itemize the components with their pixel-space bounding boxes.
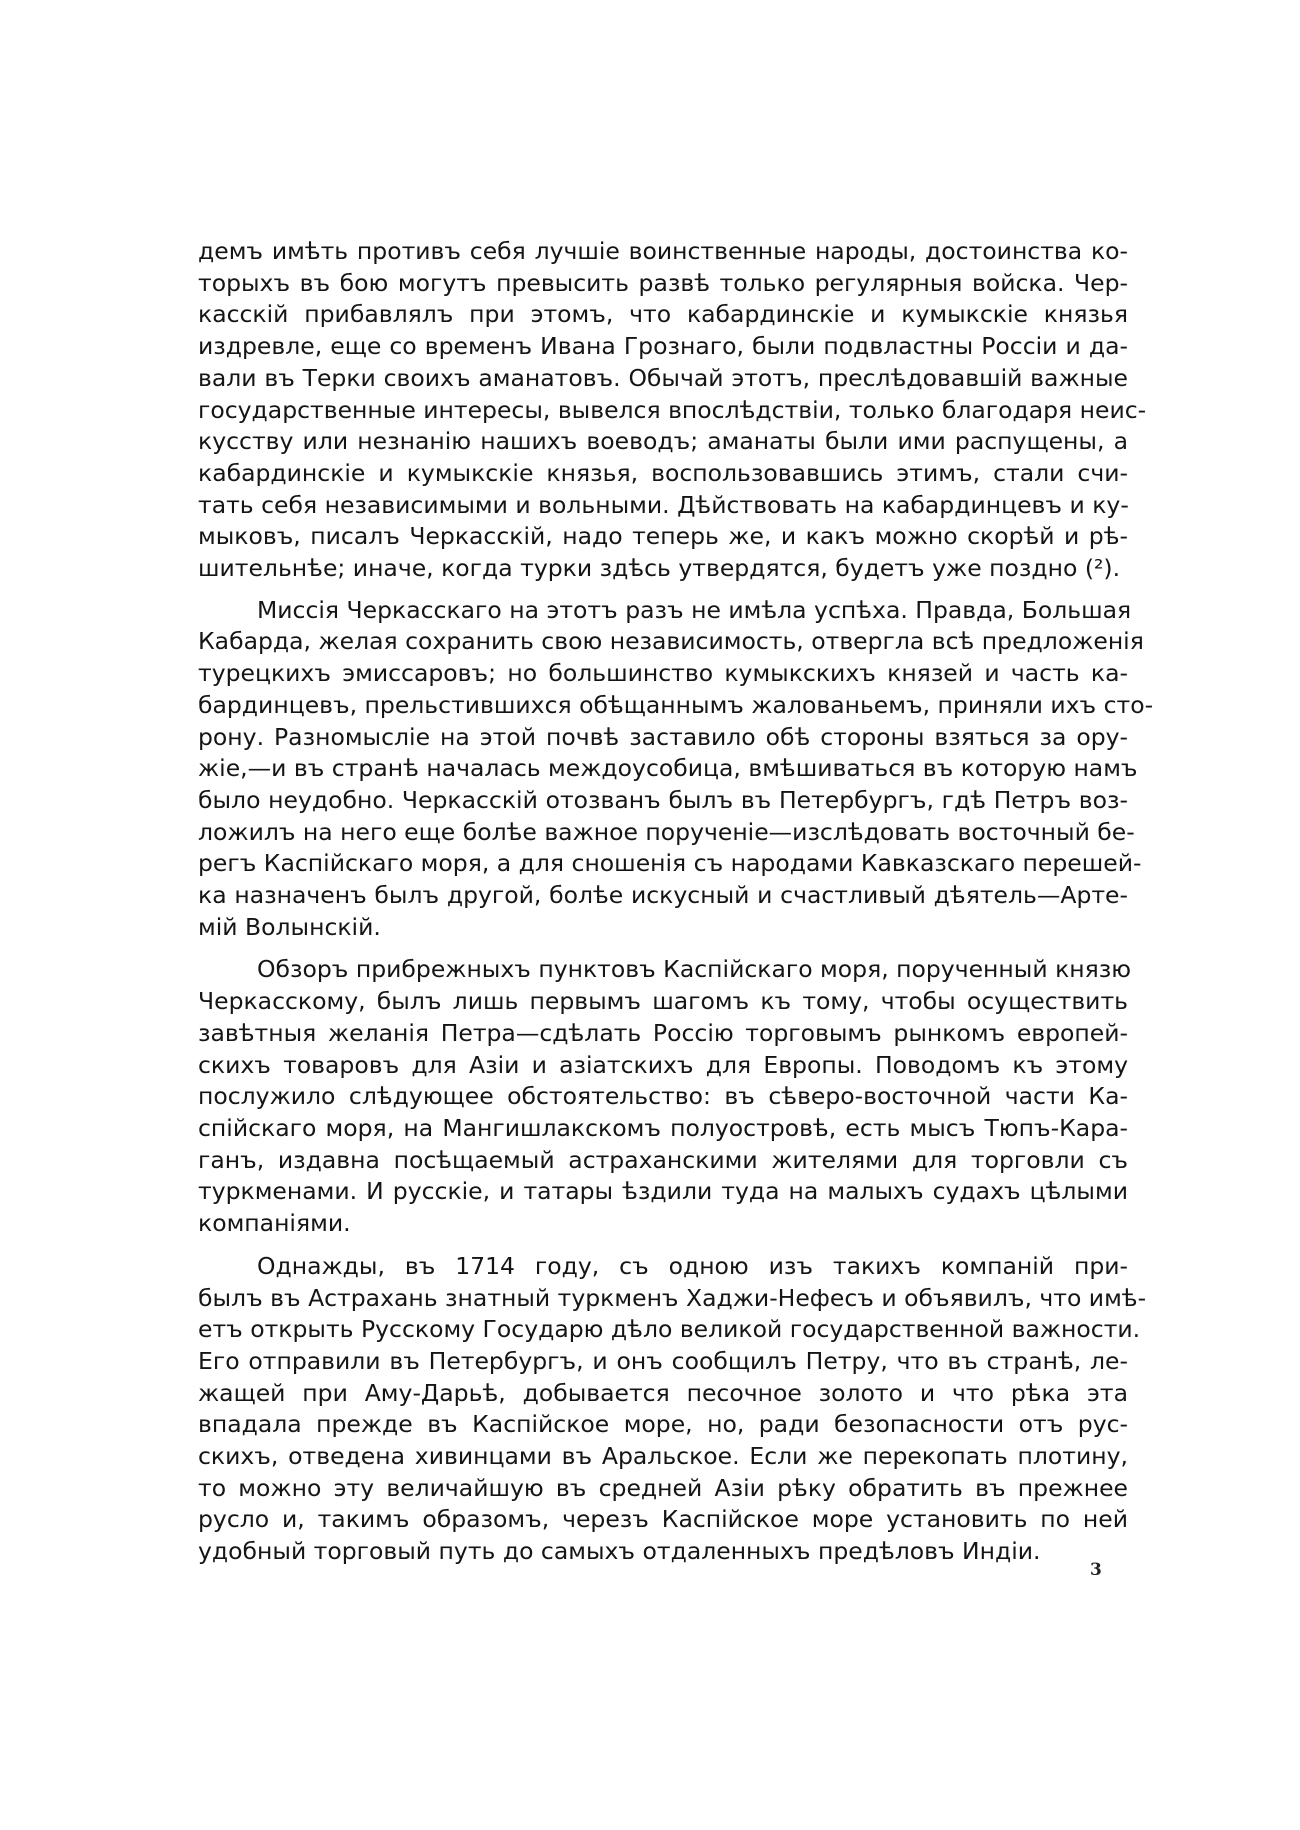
text-line: ка назначенъ былъ другой, болѣе искусный и счастливый дѣятель—Арте-: [198, 881, 1128, 910]
text-line: касскій прибавлялъ при этомъ, что кабардинскіе и кумыкскіе князья: [198, 300, 1128, 329]
text-line: удобный торговый путь до самыхъ отдаленныхъ предѣловъ Индіи.: [198, 1537, 1041, 1566]
text-line: мыковъ, писалъ Черкасскій, надо теперь же, и какъ можно скорѣй и рѣ-: [198, 522, 1128, 551]
text-line: Его отправили въ Петербургъ, и онъ сообщилъ Петру, что въ странѣ, ле-: [198, 1346, 1128, 1375]
body-text: [198, 236, 1154, 1579]
text-line: турецкихъ эмиссаровъ; но большинство кумыкскихъ князей и часть ка-: [198, 659, 1128, 688]
text-line: туркменами. И русскіе, и татары ѣздили туда на малыхъ судахъ цѣлыми: [198, 1177, 1128, 1206]
text-line: жащей при Аму-Дарьѣ, добывается песочное золото и что рѣка эта: [198, 1378, 1128, 1407]
text-line: торыхъ въ бою могутъ превысить развѣ только регулярныя войска. Чер-: [198, 268, 1128, 297]
text-line: регъ Каспійскаго моря, а для сношенія съ народами Кавказскаго перешей-: [198, 849, 1142, 878]
text-line: ложилъ на него еще болѣе важное порученіе—изслѣдовать восточный бе-: [198, 817, 1135, 846]
text-line: впадала прежде въ Каспійское море, но, ради безопасности отъ рус-: [198, 1410, 1128, 1439]
text-line: тать себя независимыми и вольными. Дѣйствовать на кабардинцевъ и ку-: [198, 490, 1129, 519]
page-number: 3: [1090, 1560, 1102, 1580]
text-line: издревле, еще со временъ Ивана Грознаго, были подвластны Россіи и да-: [198, 332, 1128, 361]
text-line: етъ открыть Русскому Государю дѣло великой государственной важности.: [198, 1315, 1141, 1344]
text-line: скихъ, отведена хивинцами въ Аральское. Если же перекопать плотину,: [198, 1442, 1128, 1471]
text-line: государственные интересы, вывелся впослѣдствіи, только благодаря неис-: [198, 395, 1147, 424]
text-line: рону. Разномысліе на этой почвѣ заставило обѣ стороны взяться за ору-: [198, 722, 1128, 751]
text-line: кабардинскіе и кумыкскіе князья, воспользовавшись этимъ, стали счи-: [198, 458, 1128, 487]
text-line: послужило слѣдующее обстоятельство: въ сѣверо-восточной части Ка-: [198, 1082, 1128, 1111]
text-line: Обзоръ прибрежныхъ пунктовъ Каспійскаго моря, порученный князю: [257, 955, 1132, 984]
paragraph: [198, 954, 1132, 1239]
text-line: Миссія Черкасскаго на этотъ разъ не имѣла успѣха. Правда, Большая: [257, 595, 1132, 624]
text-line: завѣтныя желанія Петра—сдѣлать Россію торговымъ рынкомъ европей-: [198, 1018, 1128, 1047]
text-line: русло и, такимъ образомъ, черезъ Каспійское море установить по ней: [198, 1505, 1128, 1534]
text-line: жіе,—и въ странѣ началась междоусобица, вмѣшиваться въ которую намъ: [198, 754, 1138, 783]
text-line: демъ имѣть противъ себя лучшіе воинственные народы, достоинства ко-: [198, 237, 1128, 265]
paragraph: [198, 595, 1154, 944]
text-line: то можно эту величайшую въ средней Азіи рѣку обратить въ прежнее: [198, 1473, 1128, 1502]
text-line: вали въ Терки своихъ аманатовъ. Обычай этотъ, преслѣдовавшій важные: [198, 363, 1128, 392]
text-line: бардинцевъ, прельстившихся обѣщаннымъ жалованьемъ, приняли ихъ сто-: [198, 690, 1154, 719]
text-line: мій Волынскій.: [198, 912, 381, 941]
paragraph: [198, 1251, 1147, 1568]
text-line: Однажды, въ 1714 году, съ одною изъ такихъ компаній при-: [257, 1251, 1128, 1280]
text-line: кусству или незнанію нашихъ воеводъ; аманаты были ими распущены, а: [198, 427, 1128, 456]
text-line: было неудобно. Черкасскій отозванъ былъ въ Петербургъ, гдѣ Петръ воз-: [198, 785, 1128, 814]
text-line: скихъ товаровъ для Азіи и азіатскихъ для Европы. Поводомъ къ этому: [198, 1050, 1128, 1079]
paragraph: [198, 236, 1147, 585]
text-line: былъ въ Астрахань знатный туркменъ Хаджи-Нефесъ и объявилъ, что имѣ-: [198, 1283, 1147, 1312]
text-line: спійскаго моря, на Мангишлакскомъ полуостровѣ, есть мысъ Тюпъ-Кара-: [198, 1113, 1128, 1142]
text-line: ганъ, издавна посѣщаемый астраханскими жителями для торговли съ: [198, 1145, 1128, 1174]
text-line: Черкасскому, былъ лишь первымъ шагомъ къ тому, чтобы осуществить: [198, 987, 1128, 1016]
text-line: шительнѣе; иначе, когда турки здѣсь утвердятся, будетъ уже поздно (²).: [198, 554, 1121, 583]
text-line: компаніями.: [198, 1209, 351, 1238]
text-line: Кабарда, желая сохранить свою независимость, отвергла всѣ предложенія: [198, 627, 1144, 656]
